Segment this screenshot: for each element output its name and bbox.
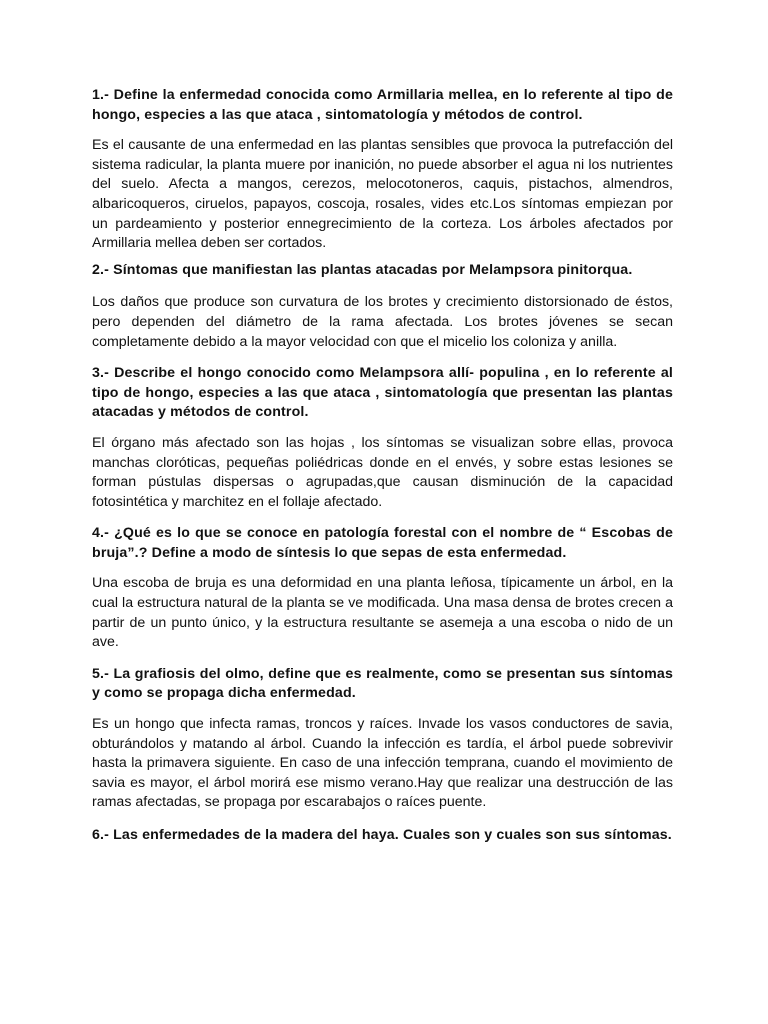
answer-2: Los daños que produce son curvatura de los brotes y crecimiento distorsionado de éstos, pero dependen del diámetro de la rama afectada. Los brotes jóvenes se secan completamente debido a la mayor velocidad con que el micelio los coloniza y anilla.: [92, 294, 673, 350]
answer-3: El órgano más afectado son las hojas , los síntomas se visualizan sobre ellas, provoca manchas cloróticas, pequeñas poliédricas donde en el envés, y sobre estas lesiones se forman pústulas dispersas o agrupadas,que causan disminución de la capacidad fotosintética y marchitez en el follaje afectado.: [92, 434, 673, 510]
answer-1: Es el causante de una enfermedad en las plantas sensibles que provoca la putrefacción del sistema radicular, la planta muere por inanición, no puede absorber el agua ni los nutrientes del suelo. Afecta a mangos, cerezos, melocotoneros, caquis, pistachos, almendros, albaricoqueros, ciruelos, papayos, coscoja, rosales, vides etc.Los síntomas empiezan por un pardeamiento y posterior ennegrecimiento de la corteza. Los árboles afectados por Armillaria mellea deben ser cortados.: [92, 137, 673, 252]
question-5: 5.- La grafiosis del olmo, define que es realmente, como se presentan sus síntomas y como se propaga dicha enfermedad.: [92, 665, 673, 702]
question-2: 2.- Síntomas que manifiestan las plantas atacadas por Melampsora pinitorqua.: [92, 261, 633, 278]
section-2: [92, 261, 673, 352]
section-4: [92, 524, 673, 653]
question-4: 4.- ¿Qué es lo que se conoce en patología forestal con el nombre de “ Escobas de bruja”.? Define a modo de síntesis lo que sepas de esta enfermedad.: [92, 525, 673, 561]
section-1: [92, 86, 673, 254]
question-1: 1.- Define la enfermedad conocida como Armillaria mellea, en lo referente al tipo de hongo, especies a las que ataca , sintomatología y métodos de control.: [92, 87, 673, 123]
question-6: 6.- Las enfermedades de la madera del haya. Cuales son y cuales son sus síntomas.: [92, 827, 672, 843]
section-5: [92, 665, 673, 813]
question-3: 3.- Describe el hongo conocido como Melampsora allí- populina , en lo referente al tipo de hongo, especies a las que ataca , sintomatología que presentan las plantas atacadas y métodos de control.: [92, 365, 673, 421]
section-3: [92, 364, 673, 512]
answer-5: Es un hongo que infecta ramas, troncos y raíces. Invade los vasos conductores de savia, obturándolos y matando al árbol. Cuando la infección es tardía, el árbol puede sobrevivir hasta la primavera siguiente. En caso de una infección temprana, cuando el movimiento de savia es mayor, el árbol morirá ese mismo verano.Hay que realizar una destrucción de las ramas afectadas, se propaga por escarabajos o raíces puente.: [92, 716, 673, 811]
answer-4: Una escoba de bruja es una deformidad en una planta leñosa, típicamente un árbol, en la cual la estructura natural de la planta se ve modificada. Una masa densa de brotes crecen a partir de un punto único, y la estructura resultante se asemeja a una escoba o nido de un ave.: [92, 575, 673, 651]
section-6: [92, 826, 673, 846]
